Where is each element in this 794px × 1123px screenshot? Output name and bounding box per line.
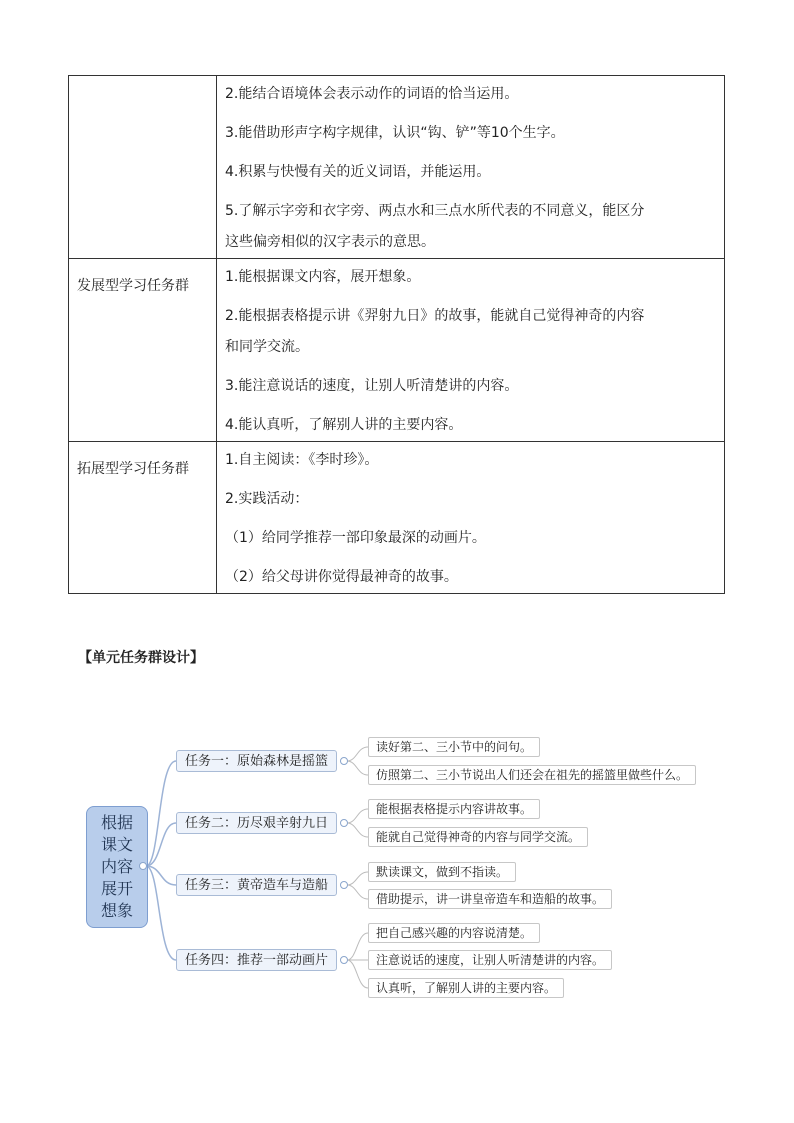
task-node[interactable]: 任务一：原始森林是摇篮 [176,750,337,772]
subtask-node[interactable]: 能就自己觉得神奇的内容与同学交流。 [368,827,588,847]
branch-connector [146,761,176,866]
objective-line: 4.积累与快慢有关的近义词语，并能运用。 [225,164,491,180]
collapse-toggle-icon[interactable] [340,881,348,889]
branch-connector [146,823,176,866]
subtask-node[interactable]: 默读课文，做到不指读。 [368,862,516,882]
leaf-connector [347,933,368,960]
root-label-line: 课文 [100,835,133,854]
objective-line-part: 5.了解示字旁和衣字旁、两点水和三点水所代表的不同意义，能区分 [225,203,645,219]
subtask-node[interactable]: 读好第二、三小节中的问句。 [368,737,540,757]
leaf-connector [347,761,368,775]
objective-line: 4.能认真听，了解别人讲的主要内容。 [225,417,463,433]
subtask-node[interactable]: 能根据表格提示内容讲故事。 [368,799,540,819]
subtask-node[interactable]: 把自己感兴趣的内容说清楚。 [368,923,540,943]
root-label-line: 根据 [100,813,133,832]
subtask-node[interactable]: 认真听，了解别人讲的主要内容。 [368,978,564,998]
objective-line-part: 2.能根据表格提示讲《羿射九日》的故事，能就自己觉得神奇的内容 [225,308,645,324]
collapse-toggle-icon[interactable] [139,862,147,870]
objective-line: 1.自主阅读：《李时珍》。 [225,452,379,468]
leaf-connector [347,809,368,823]
objective-line: 2.实践活动： [225,491,309,507]
branch-connector [146,866,176,960]
subtask-node[interactable]: 借助提示，讲一讲皇帝造车和造船的故事。 [368,889,612,909]
root-label-line: 展开 [100,879,133,898]
leaf-connector [347,885,368,899]
root-label-line: 内容 [100,857,133,876]
collapse-toggle-icon[interactable] [340,956,348,964]
collapse-toggle-icon[interactable] [340,819,348,827]
subtask-node[interactable]: 仿照第二、三小节说出人们还会在祖先的摇篮里做些什么。 [368,765,696,785]
subtask-node[interactable]: 注意说话的速度，让别人听清楚讲的内容。 [368,950,612,970]
task-node[interactable]: 任务四：推荐一部动画片 [176,949,337,971]
root-label [101,812,133,922]
objective-line: 2.能结合语境体会表示动作的词语的恰当运用。 [225,86,519,102]
collapse-toggle-icon[interactable] [340,757,348,765]
row-label: 发展型学习任务群 [69,259,217,442]
objective-line-part: 这些偏旁相似的汉字表示的意思。 [225,234,435,250]
leaf-connector [347,960,368,988]
objective-line: 1.能根据课文内容，展开想象。 [225,269,421,285]
task-node[interactable]: 任务三：黄帝造车与造船 [176,874,337,896]
objective-line: （1）给同学推荐一部印象最深的动画片。 [225,530,486,546]
row-label: 拓展型学习任务群 [69,442,217,594]
objective-line-part: 和同学交流。 [225,339,309,355]
objective-line: （2）给父母讲你觉得最神奇的故事。 [225,569,458,585]
leaf-connector [347,823,368,837]
objective-line: 3.能注意说话的速度，让别人听清楚讲的内容。 [225,378,519,394]
section-title: 【单元任务群设计】 [78,650,204,666]
objective-line: 3.能借助形声字构字规律，认识“钩、铲”等10个生字。 [225,125,565,141]
root-label-line: 想象 [100,901,133,920]
task-node[interactable]: 任务二：历尽艰辛射九日 [176,812,337,834]
leaf-connector [347,872,368,885]
leaf-connector [347,747,368,761]
